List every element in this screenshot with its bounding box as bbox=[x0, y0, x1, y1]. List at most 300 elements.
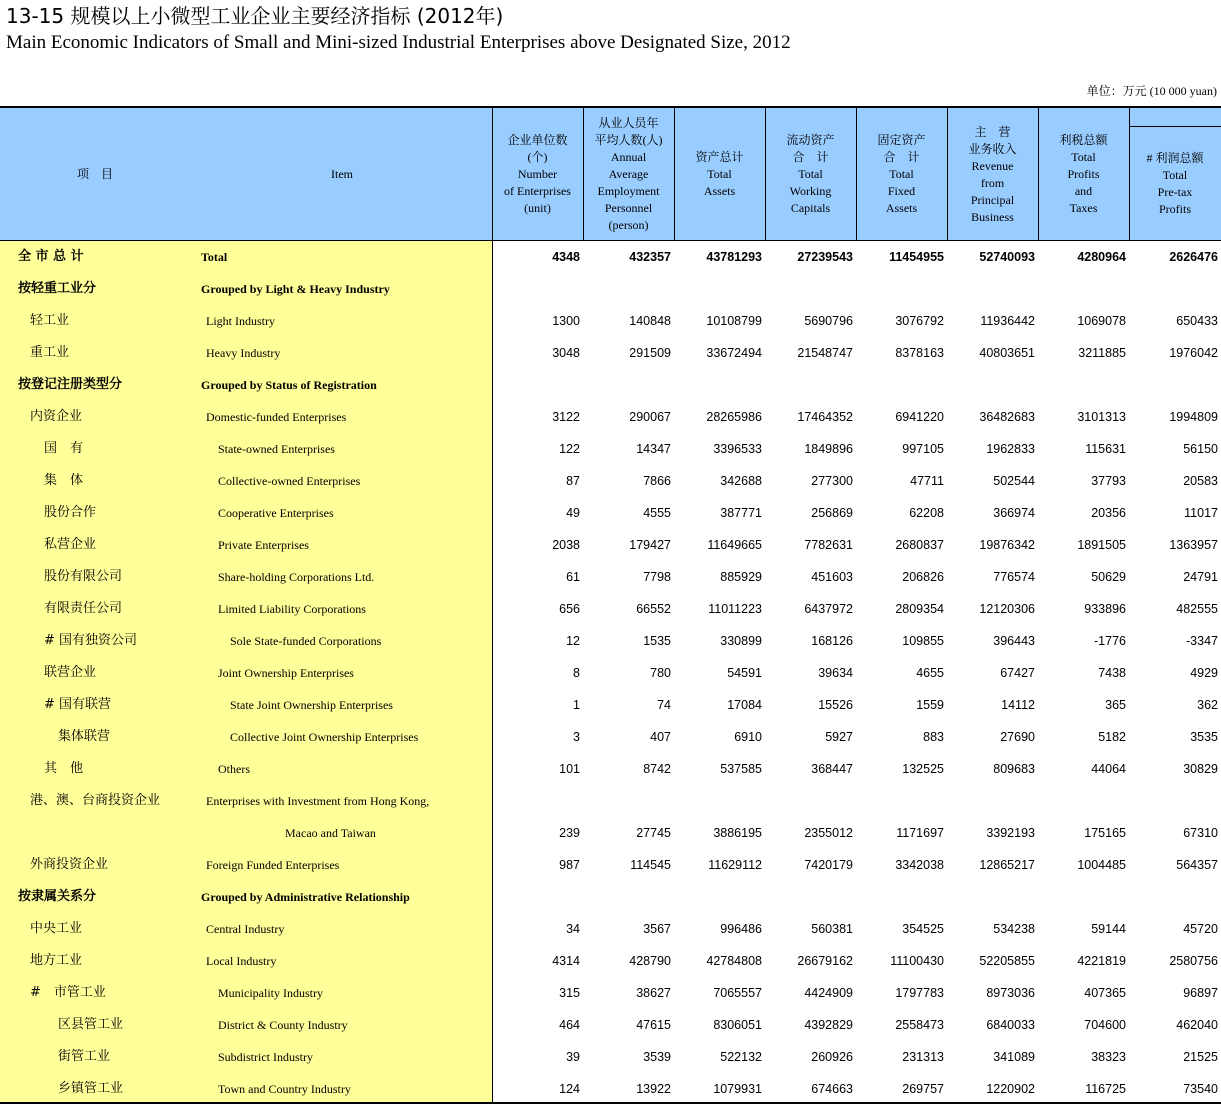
table-row bbox=[0, 465, 1221, 497]
cell-value: 3396533 bbox=[713, 442, 762, 456]
table-row bbox=[0, 1073, 1221, 1105]
row-label-zh: 私营企业 bbox=[44, 537, 97, 552]
header-column-7 bbox=[1038, 108, 1129, 241]
cell-value: 124 bbox=[559, 1082, 580, 1096]
header-column-label: 主 营 业务收入 Revenue from Principal Business bbox=[968, 124, 1017, 224]
cell-value: 8306051 bbox=[713, 1018, 762, 1032]
row-label-zh: 内资企业 bbox=[30, 409, 83, 424]
cell-value: 330899 bbox=[720, 634, 762, 648]
cell-value: 27745 bbox=[636, 826, 671, 840]
table-row bbox=[0, 945, 1221, 977]
cell-value: 1849896 bbox=[804, 442, 853, 456]
cell-value: 674663 bbox=[811, 1082, 853, 1096]
cell-value: 21548747 bbox=[797, 346, 853, 360]
cell-value: 116725 bbox=[1085, 1082, 1126, 1096]
cell-value: 8973036 bbox=[986, 986, 1035, 1000]
header-separator bbox=[856, 108, 857, 241]
cell-value: 101 bbox=[559, 762, 580, 776]
cell-value: 7798 bbox=[643, 570, 671, 584]
cell-value: 462040 bbox=[1176, 1018, 1218, 1032]
cell-value: 387771 bbox=[720, 506, 762, 520]
cell-value: 42784808 bbox=[706, 954, 762, 968]
row-label-zh: 乡镇管工业 bbox=[58, 1081, 124, 1096]
cell-value: 4655 bbox=[916, 666, 944, 680]
cell-value: 44064 bbox=[1091, 762, 1126, 776]
header-separator bbox=[583, 108, 584, 241]
row-label-en: Sole State-funded Corporations bbox=[230, 634, 382, 648]
cell-value: 56150 bbox=[1183, 442, 1218, 456]
cell-value: 1797783 bbox=[895, 986, 944, 1000]
row-label-zh: # 国有联营 bbox=[44, 697, 112, 712]
header-rule bbox=[0, 240, 1221, 241]
row-label-zh: 地方工业 bbox=[30, 953, 83, 968]
cell-value: 277300 bbox=[811, 474, 853, 488]
cell-value: 2355012 bbox=[804, 826, 853, 840]
cell-value: 451603 bbox=[811, 570, 853, 584]
cell-value: 30829 bbox=[1183, 762, 1218, 776]
table-row bbox=[0, 657, 1221, 689]
cell-value: 36482683 bbox=[979, 410, 1035, 424]
cell-value: 522132 bbox=[720, 1050, 762, 1064]
cell-value: 66552 bbox=[636, 602, 671, 616]
row-label-zh: 股份有限公司 bbox=[44, 569, 123, 584]
cell-value: 3539 bbox=[643, 1050, 671, 1064]
row-label-en: Foreign Funded Enterprises bbox=[206, 858, 340, 872]
cell-value: 4314 bbox=[552, 954, 580, 968]
row-label-zh: 按隶属关系分 bbox=[18, 889, 97, 904]
cell-value: 5927 bbox=[825, 730, 853, 744]
cell-value bbox=[674, 785, 762, 817]
unit-label: 单位：万元 (10 000 yuan) bbox=[1086, 84, 1217, 98]
cell-value: 7438 bbox=[1098, 666, 1126, 680]
cell-value: 27239543 bbox=[797, 250, 853, 264]
cell-value: 73540 bbox=[1183, 1082, 1218, 1096]
cell-value: 21525 bbox=[1183, 1050, 1218, 1064]
cell-value: 59144 bbox=[1091, 922, 1126, 936]
row-label-en: Local Industry bbox=[206, 954, 277, 968]
row-label-zh: 外商投资企业 bbox=[30, 857, 109, 872]
cell-value: 4348 bbox=[552, 250, 580, 264]
cell-value: 17464352 bbox=[797, 410, 853, 424]
row-label-en: State Joint Ownership Enterprises bbox=[230, 698, 393, 712]
cell-value: 11454955 bbox=[889, 250, 944, 264]
cell-value: 362 bbox=[1197, 698, 1218, 712]
cell-value bbox=[765, 369, 853, 401]
header-separator bbox=[765, 108, 766, 241]
cell-value: 883 bbox=[923, 730, 944, 744]
header-column-1 bbox=[492, 108, 583, 241]
cell-value: 776574 bbox=[993, 570, 1035, 584]
cell-value bbox=[1038, 785, 1126, 817]
row-label-en: Others bbox=[218, 762, 250, 776]
table-row bbox=[0, 625, 1221, 657]
header-column-label: # 利润总额 Total Pre-tax Profits bbox=[1146, 150, 1204, 216]
cell-value: -1776 bbox=[1094, 634, 1126, 648]
row-label-en: Private Enterprises bbox=[218, 538, 309, 552]
header-column-label: 资产总计 Total Assets bbox=[695, 150, 744, 198]
cell-value bbox=[492, 273, 580, 305]
cell-value bbox=[947, 785, 1035, 817]
cell-value bbox=[492, 881, 580, 913]
cell-value bbox=[674, 881, 762, 913]
cell-value: 366974 bbox=[993, 506, 1035, 520]
header-column-8 bbox=[1129, 126, 1221, 241]
item-column-divider bbox=[492, 108, 493, 1102]
row-label-en: Subdistrict Industry bbox=[218, 1050, 313, 1064]
cell-value: 114545 bbox=[630, 858, 671, 872]
cell-value: 47615 bbox=[636, 1018, 671, 1032]
cell-value: 28265986 bbox=[706, 410, 762, 424]
row-label-en: Grouped by Light & Heavy Industry bbox=[201, 282, 390, 296]
row-label-zh: 有限责任公司 bbox=[44, 601, 123, 616]
row-label-en: Town and Country Industry bbox=[218, 1082, 351, 1096]
table-row bbox=[0, 593, 1221, 625]
table-row bbox=[0, 401, 1221, 433]
cell-value: 15526 bbox=[818, 698, 853, 712]
row-label-en: State-owned Enterprises bbox=[218, 442, 335, 456]
cell-value: 45720 bbox=[1183, 922, 1218, 936]
cell-value: 996486 bbox=[720, 922, 762, 936]
cell-value: 67310 bbox=[1183, 826, 1218, 840]
table-row bbox=[0, 721, 1221, 753]
cell-value: 11629112 bbox=[708, 858, 762, 872]
cell-value: 7866 bbox=[643, 474, 671, 488]
cell-value: 987 bbox=[559, 858, 580, 872]
cell-value: 12 bbox=[566, 634, 580, 648]
row-label-en: Municipality Industry bbox=[218, 986, 323, 1000]
cell-value: 885929 bbox=[720, 570, 762, 584]
cell-value: 534238 bbox=[993, 922, 1035, 936]
row-label-en: Joint Ownership Enterprises bbox=[218, 666, 354, 680]
cell-value: 4221819 bbox=[1077, 954, 1126, 968]
cell-value: 7420179 bbox=[804, 858, 853, 872]
cell-value: -3347 bbox=[1186, 634, 1218, 648]
cell-value: 2038 bbox=[552, 538, 580, 552]
cell-value: 3211885 bbox=[1078, 346, 1126, 360]
cell-value: 43781293 bbox=[706, 250, 762, 264]
header-column-label: 企业单位数 (个) Number of Enterprises (unit) bbox=[504, 133, 571, 215]
row-label-zh: # 国有独资公司 bbox=[44, 633, 138, 648]
table-row bbox=[0, 305, 1221, 337]
cell-value: 11011223 bbox=[708, 602, 762, 616]
cell-value: 1004485 bbox=[1077, 858, 1126, 872]
cell-value: 537585 bbox=[720, 762, 762, 776]
cell-value: 1220902 bbox=[986, 1082, 1035, 1096]
cell-value: 74 bbox=[657, 698, 671, 712]
table-row bbox=[0, 337, 1221, 369]
table-title-zh: 13-15 规模以上小微型工业企业主要经济指标 (2012年) bbox=[6, 4, 504, 28]
cell-value: 4280964 bbox=[1077, 250, 1126, 264]
header-column-3 bbox=[674, 108, 765, 241]
cell-value bbox=[765, 273, 853, 305]
row-label-en: Share-holding Corporations Ltd. bbox=[218, 570, 375, 584]
cell-value: 206826 bbox=[902, 570, 944, 584]
cell-value: 26679162 bbox=[797, 954, 853, 968]
cell-value: 342688 bbox=[720, 474, 762, 488]
cell-value: 37793 bbox=[1091, 474, 1126, 488]
cell-value: 656 bbox=[559, 602, 580, 616]
cell-value bbox=[674, 369, 762, 401]
cell-value: 3101313 bbox=[1077, 410, 1126, 424]
row-label-en: Light Industry bbox=[206, 314, 275, 328]
cell-value: 3048 bbox=[552, 346, 580, 360]
cell-value: 3076792 bbox=[895, 314, 944, 328]
row-label-zh: 联营企业 bbox=[44, 665, 97, 680]
last-column-top-rule bbox=[1129, 126, 1221, 127]
cell-value: 17084 bbox=[727, 698, 762, 712]
cell-value: 3886195 bbox=[713, 826, 762, 840]
cell-value: 1079931 bbox=[713, 1082, 762, 1096]
cell-value: 2809354 bbox=[895, 602, 944, 616]
cell-value: 13922 bbox=[636, 1082, 671, 1096]
cell-value: 19876342 bbox=[979, 538, 1035, 552]
cell-value bbox=[1129, 881, 1218, 913]
cell-value: 14112 bbox=[1001, 698, 1035, 712]
cell-value bbox=[947, 881, 1035, 913]
cell-value: 50629 bbox=[1091, 570, 1126, 584]
row-label-en: Central Industry bbox=[206, 922, 285, 936]
table-row bbox=[0, 689, 1221, 721]
table-title-en: Main Economic Indicators of Small and Mini-sized Industrial Enterprises above Designated Size, 2012 bbox=[6, 32, 791, 53]
cell-value bbox=[947, 369, 1035, 401]
cell-value: 10108799 bbox=[706, 314, 762, 328]
cell-value: 24791 bbox=[1183, 570, 1218, 584]
cell-value bbox=[1038, 273, 1126, 305]
cell-value: 67427 bbox=[1000, 666, 1035, 680]
cell-value: 4392829 bbox=[804, 1018, 853, 1032]
table-row bbox=[0, 1009, 1221, 1041]
row-label-zh: 区县管工业 bbox=[58, 1017, 124, 1032]
cell-value: 256869 bbox=[811, 506, 853, 520]
cell-value: 54591 bbox=[727, 666, 762, 680]
cell-value: 482555 bbox=[1176, 602, 1218, 616]
cell-value: 3 bbox=[573, 730, 580, 744]
cell-value: 20583 bbox=[1183, 474, 1218, 488]
cell-value: 115631 bbox=[1085, 442, 1126, 456]
row-label-en: Cooperative Enterprises bbox=[218, 506, 334, 520]
cell-value: 52740093 bbox=[979, 250, 1035, 264]
header-column-6 bbox=[947, 108, 1038, 241]
header-column-label: 利税总额 Total Profits and Taxes bbox=[1059, 133, 1108, 215]
cell-value: 1962833 bbox=[986, 442, 1035, 456]
cell-value bbox=[1129, 785, 1218, 817]
cell-value: 6910 bbox=[734, 730, 762, 744]
cell-value: 132525 bbox=[902, 762, 944, 776]
header-column-label: 固定资产 合 计 Total Fixed Assets bbox=[877, 133, 926, 215]
cell-value: 564357 bbox=[1176, 858, 1218, 872]
cell-value: 231313 bbox=[902, 1050, 944, 1064]
cell-value: 4424909 bbox=[804, 986, 853, 1000]
cell-value: 4555 bbox=[643, 506, 671, 520]
cell-value: 8 bbox=[573, 666, 580, 680]
cell-value: 365 bbox=[1105, 698, 1126, 712]
cell-value: 239 bbox=[559, 826, 580, 840]
cell-value: 1559 bbox=[916, 698, 944, 712]
row-label-zh: 按轻重工业分 bbox=[18, 281, 97, 296]
cell-value: 1069078 bbox=[1077, 314, 1126, 328]
header-separator bbox=[947, 108, 948, 241]
cell-value bbox=[856, 369, 944, 401]
table-row bbox=[0, 497, 1221, 529]
cell-value: 11936442 bbox=[980, 314, 1035, 328]
header-column-4 bbox=[765, 108, 856, 241]
row-label-zh: 按登记注册类型分 bbox=[18, 377, 123, 392]
cell-value: 5182 bbox=[1098, 730, 1126, 744]
row-label-en: Collective-owned Enterprises bbox=[218, 474, 361, 488]
cell-value: 12865217 bbox=[979, 858, 1035, 872]
cell-value: 560381 bbox=[811, 922, 853, 936]
cell-value: 290067 bbox=[629, 410, 671, 424]
cell-value: 3392193 bbox=[986, 826, 1035, 840]
cell-value: 704600 bbox=[1084, 1018, 1126, 1032]
row-label-zh: 全 市 总 计 bbox=[18, 249, 84, 264]
cell-value: 2680837 bbox=[895, 538, 944, 552]
cell-value: 4929 bbox=[1190, 666, 1218, 680]
cell-value: 1171697 bbox=[896, 826, 944, 840]
row-label-zh: 轻工业 bbox=[30, 313, 70, 328]
cell-value: 96897 bbox=[1183, 986, 1218, 1000]
row-label-en: Macao and Taiwan bbox=[285, 826, 376, 840]
cell-value: 175165 bbox=[1084, 826, 1126, 840]
cell-value: 62208 bbox=[909, 506, 944, 520]
cell-value: 38627 bbox=[636, 986, 671, 1000]
cell-value: 33672494 bbox=[706, 346, 762, 360]
row-label-en: Enterprises with Investment from Hong Kong, bbox=[206, 794, 430, 808]
cell-value: 3567 bbox=[643, 922, 671, 936]
cell-value: 8378163 bbox=[895, 346, 944, 360]
cell-value: 780 bbox=[650, 666, 671, 680]
row-label-zh: 其 他 bbox=[44, 761, 84, 776]
cell-value: 260926 bbox=[811, 1050, 853, 1064]
cell-value: 2580756 bbox=[1169, 954, 1218, 968]
cell-value: 1976042 bbox=[1169, 346, 1218, 360]
cell-value: 7782631 bbox=[804, 538, 853, 552]
row-label-zh: 街管工业 bbox=[58, 1049, 111, 1064]
row-label-zh: 集体联营 bbox=[58, 729, 111, 744]
header-item-en bbox=[292, 108, 392, 241]
cell-value: 6840033 bbox=[986, 1018, 1035, 1032]
cell-value: 168126 bbox=[811, 634, 853, 648]
cell-value bbox=[947, 273, 1035, 305]
cell-value: 52205855 bbox=[979, 954, 1035, 968]
cell-value: 39 bbox=[566, 1050, 580, 1064]
cell-value: 34 bbox=[566, 922, 580, 936]
cell-value: 179427 bbox=[629, 538, 671, 552]
table-row bbox=[0, 913, 1221, 945]
cell-value: 39634 bbox=[818, 666, 853, 680]
table-row bbox=[0, 977, 1221, 1009]
header-separator bbox=[1129, 126, 1130, 241]
cell-value: 2626476 bbox=[1169, 250, 1218, 264]
cell-value: 1 bbox=[573, 698, 580, 712]
cell-value bbox=[856, 881, 944, 913]
table-row bbox=[0, 273, 1221, 305]
row-label-en: Grouped by Administrative Relationship bbox=[201, 890, 410, 904]
cell-value: 47711 bbox=[910, 474, 944, 488]
cell-value: 407 bbox=[650, 730, 671, 744]
cell-value bbox=[583, 273, 671, 305]
table-row bbox=[0, 561, 1221, 593]
cell-value: 38323 bbox=[1091, 1050, 1126, 1064]
cell-value bbox=[1129, 369, 1218, 401]
row-label-en: Collective Joint Ownership Enterprises bbox=[230, 730, 419, 744]
cell-value: 3342038 bbox=[895, 858, 944, 872]
cell-value bbox=[674, 273, 762, 305]
row-label-zh: 集 体 bbox=[44, 473, 84, 488]
cell-value: 1363957 bbox=[1169, 538, 1218, 552]
header-item-zh-label: 项 目 bbox=[76, 167, 113, 181]
row-label-zh: # 市管工业 bbox=[30, 985, 106, 1000]
cell-value: 1535 bbox=[643, 634, 671, 648]
cell-value: 27690 bbox=[1000, 730, 1035, 744]
cell-value bbox=[492, 785, 580, 817]
row-label-en: Limited Liability Corporations bbox=[218, 602, 366, 616]
cell-value: 354525 bbox=[902, 922, 944, 936]
row-label-en: Grouped by Status of Registration bbox=[201, 378, 377, 392]
header-item-en-label: Item bbox=[331, 167, 353, 181]
row-label-zh: 国 有 bbox=[44, 441, 84, 456]
cell-value: 11017 bbox=[1184, 506, 1218, 520]
cell-value bbox=[1038, 369, 1126, 401]
row-label-en: Domestic-funded Enterprises bbox=[206, 410, 347, 424]
cell-value: 7065557 bbox=[713, 986, 762, 1000]
row-label-zh: 重工业 bbox=[30, 345, 70, 360]
cell-value: 502544 bbox=[993, 474, 1035, 488]
cell-value: 140848 bbox=[629, 314, 671, 328]
cell-value: 432357 bbox=[629, 250, 671, 264]
cell-value: 6941220 bbox=[895, 410, 944, 424]
cell-value bbox=[856, 273, 944, 305]
header-separator bbox=[674, 108, 675, 241]
header-item-zh bbox=[40, 108, 150, 241]
header-separator bbox=[1038, 108, 1039, 241]
header-column-2 bbox=[583, 108, 674, 241]
row-label-zh: 股份合作 bbox=[44, 505, 97, 520]
cell-value: 1994809 bbox=[1169, 410, 1218, 424]
cell-value: 5690796 bbox=[804, 314, 853, 328]
cell-value: 14347 bbox=[636, 442, 671, 456]
table-row bbox=[0, 849, 1221, 881]
table-row bbox=[0, 817, 1221, 849]
table-row bbox=[0, 753, 1221, 785]
cell-value: 368447 bbox=[811, 762, 853, 776]
row-label-en: Heavy Industry bbox=[206, 346, 281, 360]
row-label-en: Total bbox=[201, 250, 228, 264]
cell-value: 933896 bbox=[1084, 602, 1126, 616]
cell-value: 428790 bbox=[629, 954, 671, 968]
cell-value: 8742 bbox=[643, 762, 671, 776]
cell-value: 464 bbox=[559, 1018, 580, 1032]
cell-value bbox=[1038, 881, 1126, 913]
table-row bbox=[0, 785, 1221, 817]
cell-value: 6437972 bbox=[804, 602, 853, 616]
cell-value: 396443 bbox=[993, 634, 1035, 648]
cell-value: 3535 bbox=[1190, 730, 1218, 744]
cell-value: 650433 bbox=[1176, 314, 1218, 328]
header-column-5 bbox=[856, 108, 947, 241]
table-row bbox=[0, 433, 1221, 465]
cell-value bbox=[492, 369, 580, 401]
cell-value: 315 bbox=[559, 986, 580, 1000]
cell-value: 341089 bbox=[993, 1050, 1035, 1064]
bottom-rule bbox=[0, 1102, 1221, 1104]
cell-value: 109855 bbox=[902, 634, 944, 648]
cell-value bbox=[856, 785, 944, 817]
cell-value: 2558473 bbox=[895, 1018, 944, 1032]
cell-value: 269757 bbox=[902, 1082, 944, 1096]
cell-value: 12120306 bbox=[979, 602, 1035, 616]
row-label-zh: 中央工业 bbox=[30, 921, 83, 936]
